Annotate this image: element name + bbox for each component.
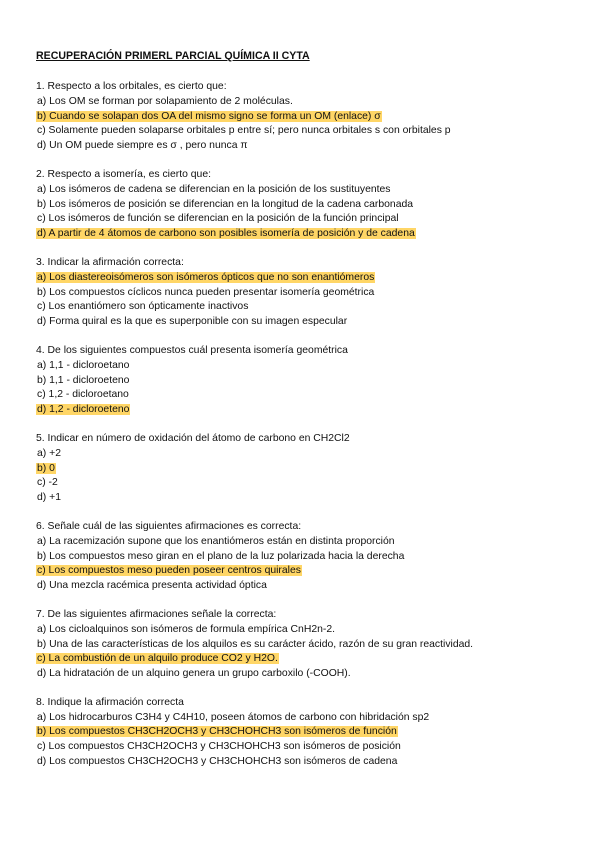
answer-option <box>36 550 576 565</box>
answer-option-highlighted <box>36 227 576 242</box>
document-page <box>36 49 576 784</box>
answer-option-highlighted <box>36 462 576 477</box>
question-5 <box>36 432 576 506</box>
answer-option-text: b) Los compuestos CH3CH2OCH3 y CH3CHOHCH3 son isómeros de función <box>37 726 397 738</box>
answer-option <box>36 755 576 770</box>
document-title: RECUPERACIÓN PRIMERL PARCIAL QUÍMICA II CYTA <box>36 50 310 62</box>
answer-option-text: d) A partir de 4 átomos de carbono son posibles isomería de posición y de cadena <box>37 228 415 240</box>
answer-option-text: c) Los compuestos meso pueden poseer centros quirales <box>37 565 301 577</box>
answer-option-text: b) Cuando se solapan dos OA del mismo signo se forma un OM (enlace) σ <box>37 110 381 122</box>
answer-option <box>36 359 576 374</box>
answer-option-text: b) Los compuestos meso giran en el plano de la luz polarizada hacia la derecha <box>37 550 405 562</box>
answer-option <box>36 491 576 506</box>
answer-option <box>36 374 576 389</box>
answer-option <box>36 535 576 550</box>
answer-option-text: d) La hidratación de un alquino genera un grupo carboxilo (-COOH). <box>37 668 351 680</box>
answer-option-text: a) Los OM se forman por solapamiento de 2 moléculas. <box>37 95 293 107</box>
answer-option-text: a) +2 <box>37 447 61 459</box>
answer-option <box>36 315 576 330</box>
answer-option-text: a) La racemización supone que los enantiómeros están en distinta proporción <box>37 535 395 547</box>
answer-option-text: c) Los compuestos CH3CH2OCH3 y CH3CHOHCH3 son isómeros de posición <box>37 741 401 753</box>
question-prompt: 2. Respecto a isomería, es cierto que: <box>36 168 211 180</box>
answer-option-text: c) Solamente pueden solaparse orbitales p entre sí; pero nunca orbitales s con orbitales p <box>37 125 451 137</box>
answer-option-text: c) Los enantiómero son ópticamente inactivos <box>37 301 249 313</box>
answer-option-text: a) 1,1 - dicloroetano <box>37 359 130 371</box>
answer-option <box>36 139 576 154</box>
answer-option <box>36 667 576 682</box>
question-6 <box>36 520 576 594</box>
answer-option-text: a) Los isómeros de cadena se diferencian en la posición de los sustituyentes <box>37 183 391 195</box>
answer-option <box>36 95 576 110</box>
answer-option <box>36 711 576 726</box>
answer-option <box>36 286 576 301</box>
answer-option-highlighted <box>36 271 576 286</box>
answer-option <box>36 198 576 213</box>
answer-option <box>36 740 576 755</box>
answer-option-text: c) -2 <box>37 477 58 489</box>
answer-option <box>36 183 576 198</box>
question-1 <box>36 80 576 154</box>
question-2 <box>36 168 576 242</box>
answer-option-text: d) 1,2 - dicloroeteno <box>37 404 130 416</box>
question-prompt: 6. Señale cuál de las siguientes afirmaciones es correcta: <box>36 520 302 532</box>
question-3 <box>36 256 576 330</box>
answer-option-highlighted <box>36 403 576 418</box>
answer-option-text: d) Forma quiral es la que es superponible con su imagen especular <box>37 316 348 328</box>
answer-option-text: c) 1,2 - dicloroetano <box>37 389 129 401</box>
answer-option-text: b) Los isómeros de posición se diferencian en la longitud de la cadena carbonada <box>37 198 414 210</box>
answer-option <box>36 300 576 315</box>
answer-option-text: b) 1,1 - dicloroeteno <box>37 374 130 386</box>
answer-option-text: d) Los compuestos CH3CH2OCH3 y CH3CHOHCH3 son isómeros de cadena <box>37 756 398 768</box>
question-4 <box>36 344 576 418</box>
question-prompt: 4. De los siguientes compuestos cuál presenta isomería geométrica <box>36 344 348 356</box>
answer-option-text: c) La combustión de un alquilo produce CO2 y H2O. <box>37 653 278 665</box>
question-7 <box>36 608 576 682</box>
question-prompt: 8. Indique la afirmación correcta <box>36 696 184 708</box>
answer-option <box>36 579 576 594</box>
answer-option-highlighted <box>36 725 576 740</box>
answer-option-text: a) Los diastereoisómeros son isómeros ópticos que no son enantiómeros <box>37 271 375 283</box>
answer-option-text: c) Los isómeros de función se diferencian en la posición de la función principal <box>37 213 399 225</box>
answer-option-text: d) +1 <box>37 492 61 504</box>
answer-option <box>36 447 576 462</box>
answer-option-text: a) Los cicloalquinos son isómeros de formula empírica CnH2n-2. <box>37 623 336 635</box>
answer-option <box>36 638 576 653</box>
question-list <box>36 80 576 770</box>
answer-option <box>36 212 576 227</box>
answer-option-highlighted <box>36 652 576 667</box>
question-prompt: 5. Indicar en número de oxidación del átomo de carbono en CH2Cl2 <box>36 432 350 444</box>
answer-option-text: b) Una de las características de los alquilos es su carácter ácido, razón de su gran reactividad. <box>37 638 474 650</box>
answer-option-text: d) Una mezcla racémica presenta actividad óptica <box>37 580 267 592</box>
answer-option-text: a) Los hidrocarburos C3H4 y C4H10, poseen átomos de carbono con hibridación sp2 <box>37 711 430 723</box>
question-8 <box>36 696 576 770</box>
answer-option-text: d) Un OM puede siempre es σ , pero nunca π <box>37 140 248 152</box>
question-prompt: 1. Respecto a los orbitales, es cierto que: <box>36 81 227 92</box>
answer-option <box>36 476 576 491</box>
answer-option <box>36 623 576 638</box>
answer-option <box>36 388 576 403</box>
answer-option-highlighted <box>36 110 576 125</box>
question-prompt: 3. Indicar la afirmación correcta: <box>36 256 184 268</box>
answer-option <box>36 124 576 139</box>
question-prompt: 7. De las siguientes afirmaciones señale la correcta: <box>36 608 277 620</box>
answer-option-text: b) Los compuestos cíclicos nunca pueden presentar isomería geométrica <box>37 286 375 298</box>
answer-option-highlighted <box>36 564 576 579</box>
answer-option-text: b) 0 <box>37 462 55 474</box>
